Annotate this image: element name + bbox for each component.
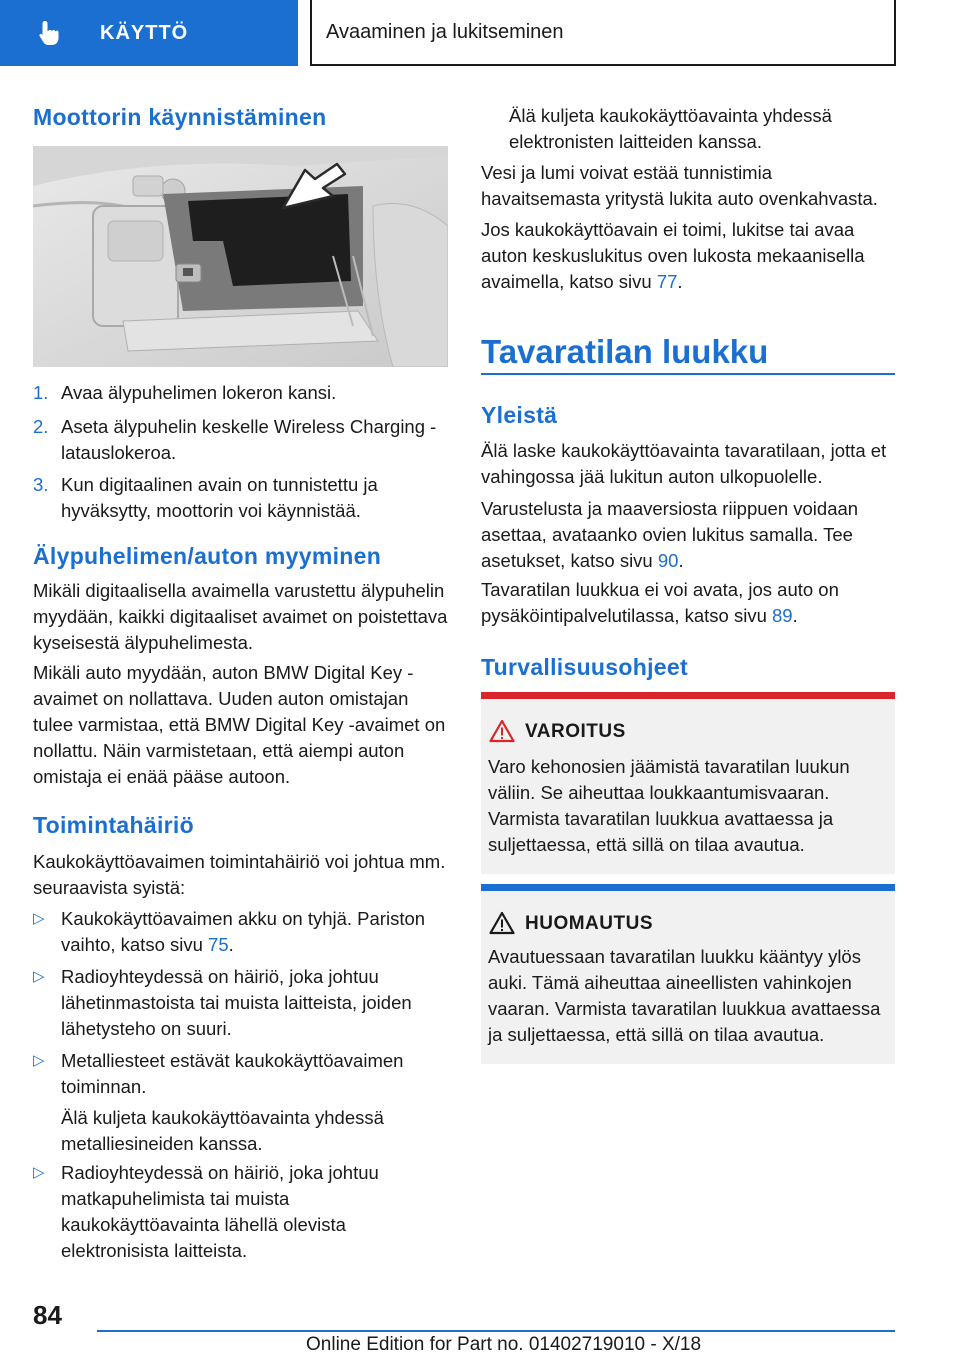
triangle-bullet-icon: ▷: [33, 1164, 45, 1181]
paragraph: Älä laske kaukokäyttöavainta tavaratilaan, jotta et vahingossa jää lukitun auton ulkopuolelle.: [481, 440, 887, 487]
edition-note: Online Edition for Part no. 01402719010 - X/18: [306, 1334, 702, 1355]
section-tab[interactable]: [0, 0, 298, 66]
step-text: Aseta älypuhelin keskelle Wireless Charging -latauslokeroa.: [61, 416, 437, 463]
triangle-bullet-icon: ▷: [33, 968, 45, 985]
paragraph: Varustelusta ja maaversiosta riippuen voidaan asettaa, avataanko ovien lukitus samalla. Tee asetukset, katso sivu 90.: [481, 498, 859, 571]
bullet-text: Radioyhteydessä on häiriö, joka johtuu matkapuhelimista tai muista kaukokäyttöavainta lähellä olevista elektronisista laitteista.: [61, 1162, 379, 1261]
paragraph-text: Tavaratilan luukkua ei voi avata, jos auto on pysäköintipalvelutilassa, katso sivu: [481, 579, 839, 626]
notice-title: HUOMAUTUS: [525, 913, 653, 934]
chapter-title: Avaaminen ja lukitseminen: [326, 20, 564, 43]
paragraph-text: Varustelusta ja maaversiosta riippuen voidaan asettaa, avataanko ovien lukitus samalla. Tee asetukset, katso sivu: [481, 498, 859, 571]
heading-safety: Turvallisuusohjeet: [481, 654, 688, 680]
step-text: Kun digitaalinen avain on tunnistettu ja hyväksytty, moottorin voi käynnistää.: [61, 474, 378, 521]
step-text: Avaa älypuhelimen lokeron kansi.: [61, 382, 337, 403]
paragraph: Tavaratilan luukkua ei voi avata, jos auto on pysäköintipalvelutilassa, katso sivu 89.: [481, 579, 839, 626]
paragraph: Älä kuljeta kaukokäyttöavainta yhdessä metalliesineiden kanssa.: [61, 1107, 384, 1154]
heading-tailgate: Tavaratilan luukku: [481, 333, 769, 370]
triangle-bullet-icon: ▷: [33, 910, 45, 927]
page-link-89[interactable]: 89: [772, 605, 793, 626]
heading-engine-start: Moottorin käynnistäminen: [33, 104, 327, 130]
heading-malfunction: Toimintahäiriö: [33, 812, 194, 838]
notice-bar: [481, 884, 895, 891]
step-number: 1.: [33, 382, 49, 403]
warning-triangle-icon: [489, 719, 515, 743]
paragraph: Kaukokäyttöavaimen toimintahäiriö voi johtua mm. seuraavista syistä:: [33, 851, 446, 898]
step-number: 3.: [33, 474, 49, 495]
warning-text: Varo kehonosien jäämistä tavaratilan luukun väliin. Se aiheuttaa loukkaantumisvaaran. Varmista tavaratilan luukkua avattaessa ja suljettaessa, että sillä on tilaa avautua.: [488, 756, 850, 855]
paragraph: Mikäli auto myydään, auton BMW Digital Key -avaimet on nollattava. Uuden auton omistajan tulee varmistaa, että BMW Digital Key -avaimet on nollattu. Näin varmistetaan, että aiempi auton omistaja ei enää pääse autoon.: [33, 662, 446, 787]
heading-underline: [481, 373, 895, 375]
page-header: [0, 0, 960, 66]
paragraph: Mikäli digitaalisella avaimella varustettu älypuhelin myydään, kaikki digitaaliset avaimet on poistettava kyseisestä älypuhelimesta.: [33, 580, 448, 653]
paragraph: Vesi ja lumi voivat estää tunnistimia havaitsemasta yritystä lukita auto ovenkahvasta.: [481, 162, 878, 209]
caution-triangle-icon: [489, 911, 515, 935]
chapter-title-box: [310, 0, 896, 66]
page-link-77[interactable]: 77: [656, 271, 678, 292]
triangle-bullet-icon: ▷: [33, 1052, 45, 1069]
notice-box: [481, 884, 895, 1064]
warning-title: VAROITUS: [525, 721, 626, 742]
bullet-text: Radioyhteydessä on häiriö, joka johtuu lähetinmastoista tai muista laitteista, joiden lähetysteho on suuri.: [61, 966, 412, 1039]
paragraph-text: Jos kaukokäyttöavain ei toimi, lukitse tai avaa auton keskuslukitus oven lukosta mekaanisella avaimella, katso sivu: [481, 219, 865, 292]
page-number: 84: [33, 1300, 62, 1330]
warning-bar: [481, 692, 895, 699]
list-item: [33, 964, 448, 1044]
warning-box: [481, 692, 895, 874]
page-link-75[interactable]: 75: [208, 934, 229, 955]
section-label: KÄYTTÖ: [100, 21, 189, 44]
bullet-text: Kaukokäyttöavaimen akku on tyhjä. Pariston vaihto, katso sivu: [61, 908, 426, 955]
list-item: ▷ Kaukokäyttöavaimen akku on tyhjä. Pariston vaihto, katso sivu 75.: [33, 908, 426, 955]
paragraph: Jos kaukokäyttöavain ei toimi, lukitse tai avaa auton keskuslukitus oven lukosta mekaanisella avaimella, katso sivu 77.: [481, 219, 865, 292]
step-number: 2.: [33, 416, 49, 437]
wireless-charging-tray-photo: [33, 146, 448, 367]
hand-pointer-icon: [36, 18, 66, 48]
list-item: [33, 1160, 448, 1261]
heading-general: Yleistä: [481, 402, 558, 428]
footer-rule: [97, 1330, 895, 1332]
bullet-text: Metalliesteet estävät kaukokäyttöavaimen toiminnan.: [61, 1050, 404, 1097]
heading-phone-sale: Älypuhelimen/auton myyminen: [33, 543, 382, 569]
list-item: [33, 1048, 448, 1108]
notice-text: Avautuessaan tavaratilan luukku kääntyy ylös auki. Tämä aiheuttaa aineellisten vahinkojen vaaran. Varmista tavaratilan luukkua avattaessa ja suljettaessa, että sillä on tilaa avautua.: [488, 946, 881, 1045]
paragraph: Älä kuljeta kaukokäyttöavainta yhdessä elektronisten laitteiden kanssa.: [509, 105, 832, 152]
page-link-90[interactable]: 90: [657, 550, 679, 571]
